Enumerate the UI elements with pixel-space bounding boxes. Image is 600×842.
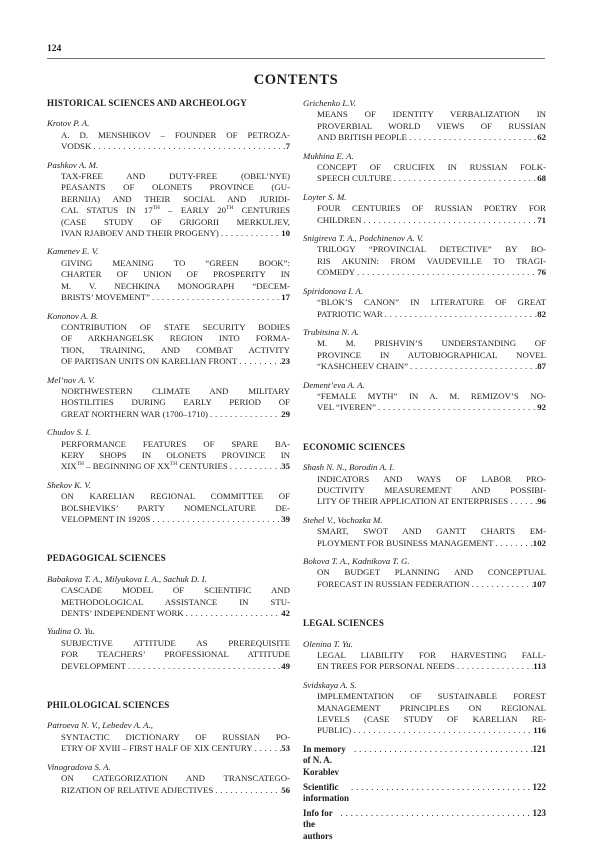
toc-entry [303,680,546,737]
entry-title-line: MEANS OF IDENTITY VERBALIZATION IN [317,109,546,120]
entry-authors: Yudina O. Yu. [47,626,95,637]
entry-title-line: BERNIJA) AND THEIR SOCIAL AND JURIDI- [61,193,290,204]
dot-leader [253,743,282,754]
entry-title-line: LITY OF THEIR APPLICATION AT ENTERPRISES ..... 96 [303,496,546,507]
entry-authors: Grichenko L.V. [303,98,356,108]
toc-entry [47,160,290,240]
entry-title-line: HOSTILITIES DURING EARLY PERIOD OF [61,397,290,408]
entry-page: 92 [537,402,546,413]
backmatter-entry: In memory of N. A. Korablev ..... 121 [303,744,546,778]
dot-leader [208,409,281,420]
entry-title-line: XIXTH – BEGINNING OF XXTH CENTURIES ..... 35 [47,461,290,472]
entry-title-line: SPEECH CULTURE ..... 68 [303,173,546,184]
entry-title-line: NORTHWESTERN CLIMATE AND MILITARY [61,385,290,396]
entry-title-line: IVAN RJABOEV AND THEIR PROGENY) ..... 10 [47,228,290,239]
entry-title-line: SYNTACTIC DICTIONARY OF RUSSIAN PO- [61,731,290,742]
entry-title-line: DENTS’ INDEPENDENT WORK ..... 42 [47,608,290,619]
entry-title-line: CASCADE MODEL OF SCIENTIFIC AND [61,585,290,596]
backmatter-entry: Info for the authors ..... 123 [303,808,546,842]
entry-page: 113 [533,661,546,672]
toc-entry [47,118,290,152]
entry-title-line: PATRIOTIC WAR ..... 82 [303,309,546,320]
column-right [303,98,546,842]
toc-entry [47,427,290,473]
entry-page: 123 [532,807,546,818]
entry-title-line: BRISTS’ MOVEMENT” ..... 17 [47,292,290,303]
entry-title-line: (CASE STUDY OF GRIGORII MERKULJEV, [61,216,290,227]
toc-entry [47,311,290,368]
backmatter-entry: Scientific information ..... 122 [303,782,546,805]
page-title: CONTENTS [253,72,339,88]
entry-authors: Kononov A. B. [47,310,99,321]
page-number: 124 [47,44,62,54]
entry-page: 107 [532,578,546,589]
entry-title-line: M. M. PRISHVIN’S UNDERSTANDING OF [317,338,546,349]
header-rule [47,58,545,59]
entry-title-line: RIS AKUNIN: FROM VAUDEVILLE TO TRAGI- [317,255,546,266]
dot-leader [213,785,281,796]
entry-title-line: MANAGEMENT PRINCIPLES ON REGIONAL [317,702,546,713]
entry-title-line: ON CATEGORIZATION AND TRANSCATEGO- [61,773,290,784]
entry-title-line: ETRY OF XVIII – FIRST HALF OF XIX CENTURY ..... 53 [47,743,290,754]
toc-entry [303,639,546,673]
toc-entry [303,462,546,508]
section-heading: HISTORICAL SCIENCES AND ARCHEOLOGY [47,98,247,108]
entry-authors: Vinogradova S. A. [47,761,111,772]
entry-title-line: DUCTIVITY MEASUREMENT AND POSSIBI- [317,484,546,495]
entry-title-line: EN TREES FOR PERSONAL NEEDS ..... 113 [303,661,546,672]
dot-leader [408,361,537,372]
entry-title-line: FORECAST IN RUSSIAN FEDERATION ..... 107 [303,579,546,590]
entry-authors: Dement’eva A. A. [303,379,365,390]
dot-leader [392,173,537,184]
entry-title-line: GIVING MEANING TO “GREEN BOOK”: [61,257,290,268]
dot-leader [184,608,282,619]
section-heading: ECONOMIC SCIENCES [303,441,406,452]
section-heading: LEGAL SCIENCES [303,618,385,629]
entry-authors: Patroeva N. V., Lebedev A. A., [47,720,153,731]
entry-authors: Mukhina E. A. [303,150,354,161]
entry-title-line: CONTRIBUTION OF STATE SECURITY BODIES [61,321,290,332]
entry-title-line: SMART, SWOT AND GANTT CHARTS EM- [317,526,546,537]
entry-page: 82 [537,308,546,319]
toc-entry [303,556,546,590]
toc-entry [303,380,546,414]
entry-page: 68 [537,173,546,184]
dot-leader [455,661,533,672]
entry-title-line: PROVINCE IN AUTOBIOGRAPHICAL NOVEL [317,349,546,360]
dot-leader [352,744,532,755]
entry-page: 7 [285,141,290,152]
entry-title-line: BOLSHEVIKS’ PARTY NOMENCLATURE DE- [61,502,290,513]
dot-leader [339,808,533,819]
entry-page: 17 [281,292,290,303]
entry-title-line: “KASHCHEEV CHAIN” ..... 87 [303,361,546,372]
entry-authors: Stehel V., Vochozka M. [303,514,383,525]
entry-page: 62 [537,132,546,143]
entry-title-line: A. D. MENSHIKOV – FOUNDER OF PETROZA- [61,129,290,140]
entry-authors: Bokova T. A., Kadnikova T. G. [303,556,410,566]
entry-title-line: “FEMALE MYTH” IN A. M. REMIZOV’S NO- [317,390,546,401]
section-heading: PEDAGOGICAL SCIENCES [47,553,166,564]
entry-title-line: “BLOK’S CANON” IN LITERATURE OF GREAT [317,297,546,308]
entry-title-line: PEASANTS OF OLONETS PROVINCE (GU- [61,182,290,193]
toc-entry [303,98,546,144]
dot-leader [376,402,537,413]
entry-page: 49 [281,660,290,671]
entry-title-line: VELOPMENT IN 1920S ..... 39 [47,514,290,525]
entry-authors: Babakova T. A., Milyukova I. A., Sachuk D. I. [47,573,207,584]
entry-authors: Loyter S. M. [303,191,347,202]
dot-leader [470,579,533,590]
toc-entry [47,574,290,620]
toc-entry [303,286,546,320]
entry-authors: Svidskaya A. S. [303,679,357,690]
entry-title-line: FOR TEACHERS’ PROFESSIONAL ATTITUDE [61,649,290,660]
entry-title-line: TRILOGY “PROVINCIAL DETECTIVE” BY BO- [317,244,546,255]
dot-leader [383,309,537,320]
entry-title-line: CAL STATUS IN 17TH – EARLY 20TH CENTURIES [61,205,290,216]
entry-authors: Mel’nov A. V. [47,374,95,385]
entry-authors: Trubitsina N. A. [303,326,360,337]
dot-leader [407,132,537,143]
entry-title-line: DEVELOPMENT ..... 49 [47,661,290,672]
entry-page: 10 [281,228,290,239]
entry-page: 96 [537,496,546,507]
toc-entry [303,515,546,549]
entry-authors: Kamenev E. V. [47,246,99,257]
entry-page: 121 [532,743,546,754]
dot-leader [150,292,281,303]
toc-entry [303,327,546,373]
entry-title-line: CONCEPT OF CRUCIFIX IN RUSSIAN FOLK- [317,162,546,173]
toc-entry [303,192,546,226]
entry-title-line: COMEDY ..... 76 [303,267,546,278]
toc-entry [47,720,290,754]
entry-title-line: LEGAL LIABILITY FOR HARVESTING FALL- [317,650,546,661]
entry-title-line: M. V. NECHKINA MONOGRAPH “DECEM- [61,280,290,291]
dot-leader [508,496,537,507]
entry-title-line: METHODOLOGICAL ASSISTANCE IN STU- [61,596,290,607]
entry-page: 23 [281,356,290,367]
contents-columns [47,98,545,842]
entry-title-line: CHARTER OF UNION OF PROSPERITY IN [61,269,290,280]
dot-leader [494,538,533,549]
entry-title-line: OF PARTISAN UNITS ON KARELIAN FRONT ..... 23 [47,356,290,367]
entry-authors: Krotov P. A. [47,118,90,129]
entry-title-line: PLOYMENT FOR BUSINESS MANAGEMENT ..... 102 [303,538,546,549]
entry-title-line: VODSK ..... 7 [47,141,290,152]
entry-title-line: KERY SHOPS IN OLONETS PROVINCE IN [61,449,290,460]
entry-authors: Shash N. N., Borodin A. I. [303,462,395,473]
toc-entry [47,626,290,672]
entry-authors: Snigireva T. A., Podchinenov A. V. [303,233,424,244]
dot-leader [349,782,533,793]
entry-page: 87 [537,361,546,372]
dot-leader [355,267,537,278]
entry-title-line: TION, TRAINING, AND COMBAT ACTIVITY [61,344,290,355]
dot-leader [126,661,281,672]
entry-title-line: ON KARELIAN REGIONAL COMMITTEE OF [61,491,290,502]
entry-page: 102 [532,537,546,548]
dot-leader [150,514,281,525]
entry-title-line: OF ARKHANGELSK REGION INTO FORMA- [61,333,290,344]
entry-authors: Pashkov A. M. [47,159,99,170]
entry-title-line: LEVELS (CASE STUDY OF KARELIAN RE- [317,714,546,725]
entry-page: 29 [281,408,290,419]
entry-authors: Shekov K. V. [47,479,91,490]
dot-leader [237,356,281,367]
toc-entry [303,151,546,185]
dot-leader [228,461,281,472]
entry-title-line: AND BRITISH PEOPLE ..... 62 [303,132,546,143]
entry-title-line: FOUR CENTURIES OF RUSSIAN POETRY FOR [317,203,546,214]
dot-leader [361,215,537,226]
entry-authors: Chudov S. I. [47,427,91,438]
entry-title-line: ON BUDGET PLANNING AND CONCEPTUAL [317,567,546,578]
column-left [47,98,290,842]
entry-authors: Olenina T. Yu. [303,638,353,649]
toc-entry [47,480,290,526]
toc-entry [47,762,290,796]
entry-page: 35 [281,461,290,472]
entry-title-line: PROVERBIAL WORLD VIEWS OF RUSSIAN [317,120,546,131]
entry-page: 56 [281,784,290,795]
entry-title-line: PUBLIC) ..... 116 [303,725,546,736]
entry-page: 76 [537,267,546,278]
entry-page: 53 [281,743,290,754]
entry-title-line: RIZATION OF RELATIVE ADJECTIVES ..... 56 [47,785,290,796]
entry-page: 42 [281,608,290,619]
entry-page: 39 [281,514,290,524]
entry-title-line: SUBJECTIVE ATTITUDE AS PREREQUISITE [61,637,290,648]
dot-leader [351,725,533,736]
entry-title-line: IMPLEMENTATION OF SUSTAINABLE FOREST [317,691,546,702]
dot-leader [219,228,281,239]
section-heading: PHILOLOGICAL SCIENCES [47,700,170,711]
entry-title-line: GREAT NORTHERN WAR (1700–1710) ..... 29 [47,409,290,420]
toc-entry [47,375,290,421]
entry-title-line: CHILDREN ..... 71 [303,215,546,226]
entry-title-line: PERFORMANCE FEATURES OF SPARE BA- [61,438,290,449]
entry-page: 122 [532,781,546,792]
entry-page: 71 [537,214,546,225]
toc-entry [47,246,290,303]
dot-leader [91,141,285,152]
entry-title-line: INDICATORS AND WAYS OF LABOR PRO- [317,473,546,484]
entry-title-line: TAX-FREE AND DUTY-FREE (OBEL’NYE) [61,171,290,182]
entry-page: 116 [533,725,546,736]
toc-entry [303,233,546,279]
entry-authors: Spiridonova I. A. [303,285,363,296]
entry-title-line: VEL “IVEREN” ..... 92 [303,402,546,413]
